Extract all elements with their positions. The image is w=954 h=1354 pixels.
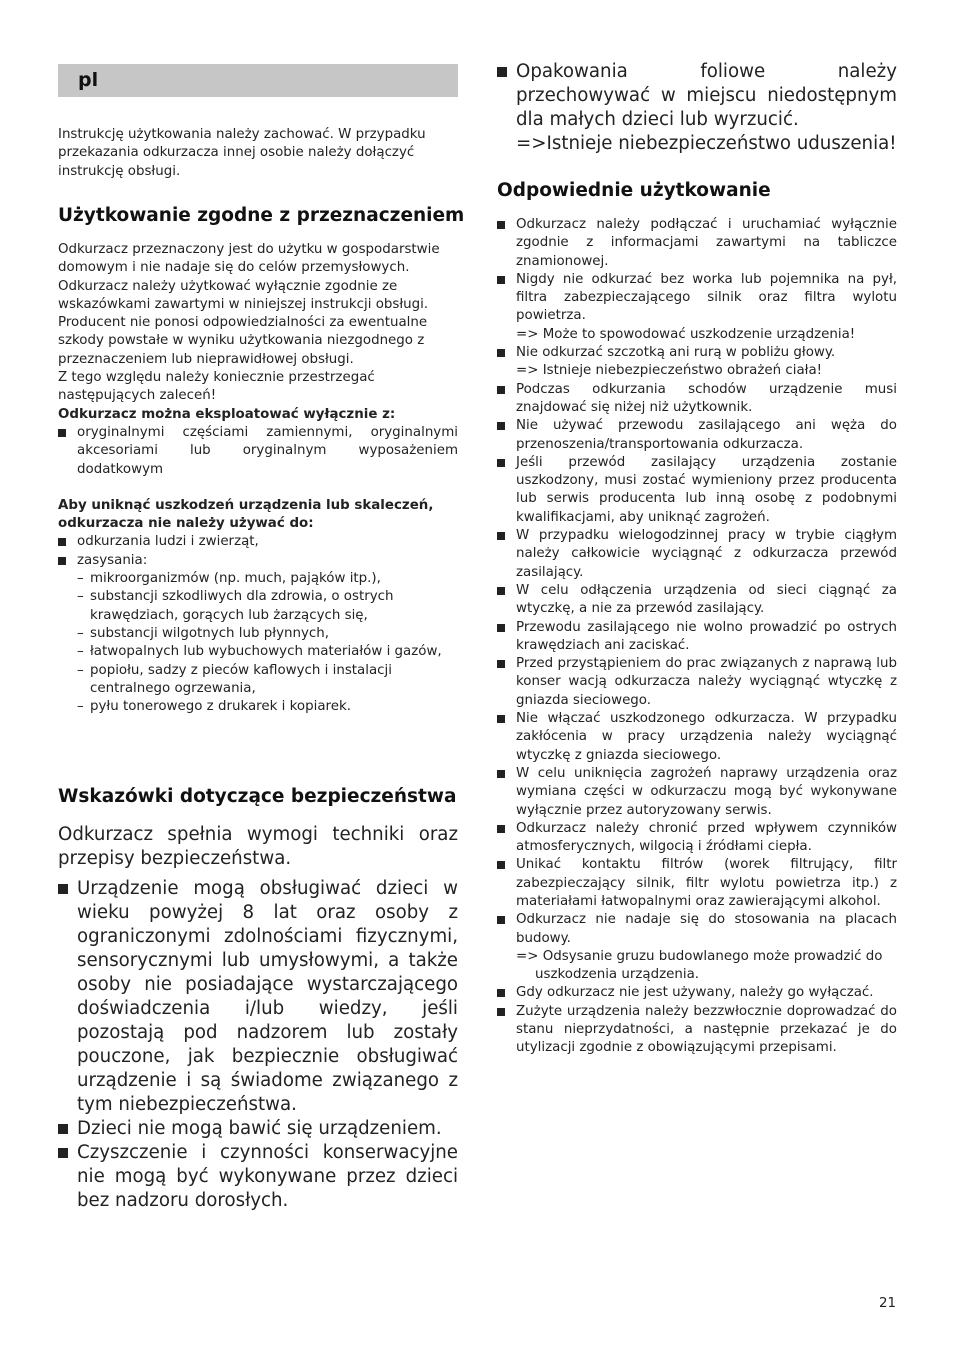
list-note: => Odsysanie gruzu budowlanego może prowadzić do uszkodzenia urządzenia. — [516, 948, 883, 983]
list-item: Zużyte urządzenia należy bezzwłocznie doprowadzać do stanu nieprzydatności, a następnie przekazać je do utylizacji zgodnie z obowiązującymi przepisami. — [497, 1003, 897, 1058]
list-item: Odkurzacz nie nadaje się do stosowania na placach budowy. — [497, 911, 897, 948]
list-item: Nie używać przewodu zasilającego ani węża do przenoszenia/transportowania odkurzacza. — [497, 417, 897, 454]
list-item: W celu odłączenia urządzenia od sieci ciągnąć za wtyczkę, a nie za przewód zasilający. — [497, 582, 897, 619]
list-item: oryginalnymi częściami zamiennymi, oryginalnymi akcesoriami lub oryginalnym wyposażeniem dodatkowym — [58, 424, 458, 479]
list-item: W celu uniknięcia zagrożeń naprawy urządzenia oraz wymiana części w odkurzaczu mogą być wykonywane wyłącznie przez autoryzowany serwis. — [497, 765, 897, 820]
language-bar — [58, 64, 458, 97]
list-item: Jeśli przewód zasilający urządzenia zostanie uszkodzony, musi zostać wymieniony przez producenta lub serwis producenta lub inną osobę z podobnymi kwalifikacjami, aby uniknąć zagrożeń. — [497, 454, 897, 527]
dash-item: – łatwopalnych lub wybuchowych materiałów i gazów, — [77, 644, 442, 660]
forbidden-substances-list — [58, 570, 458, 716]
section-title-intended-use: Użytkowanie zgodne z przeznaczeniem — [58, 205, 465, 226]
list-item: Unikać kontaktu filtrów (worek filtrujący, filtr zabezpieczający silnik, filtr wylotu powietrza itp.) z materiałami łatwopalnymi oraz zawierającymi alkohol. — [497, 856, 897, 911]
list-item: Nigdy nie odkurzać bez worka lub pojemnika na pył, filtra zabezpieczającego silnik oraz filtra wylotu powietrza. — [497, 271, 897, 326]
list-item: odkurzania ludzi i zwierząt, — [58, 533, 458, 551]
list-item: Urządzenie mogą obsługiwać dzieci w wieku powyżej 8 lat oraz osoby z ograniczonymi zdolnościami fizycznymi, sensorycznymi lub umysłowymi, a także osoby nie posiadające wystarczającego doświadczenia i/lub wiedzy, jeśli pozostają pod nadzorem lub zostały pouczone, jak bezpiecznie obsługiwać urządzenie i są świadome związanego z tym niebezpieczeństwa. — [58, 877, 458, 1117]
list-item: Opakowania foliowe należy przechowywać w miejscu niedostępnym dla małych dzieci lub wyrzucić. — [497, 60, 897, 132]
list-item: Gdy odkurzacz nie jest używany, należy go wyłączać. — [497, 984, 897, 1002]
list-item: Czyszczenie i czynności konserwacyjne nie mogą być wykonywane przez dzieci bez nadzoru dorosłych. — [58, 1141, 458, 1213]
dash-item: – mikroorganizmów (np. much, pająków itp.), — [77, 571, 381, 587]
packaging-warning — [497, 60, 897, 156]
list-item: Odkurzacz należy podłączać i uruchamiać wyłącznie zgodnie z informacjami zawartymi na tabliczce znamionowej. — [497, 216, 897, 271]
list-item: W przypadku wielogodzinnej pracy w trybie ciągłym należy całkowicie wyciągnąć z odkurzacza przewód zasilający. — [497, 527, 897, 582]
list-item: Odkurzacz należy chronić przed wpływem czynników atmosferycznych, wilgocią i źródłami ciepła. — [497, 820, 897, 857]
list-item: Podczas odkurzania schodów urządzenie musi znajdować się niżej niż użytkownik. — [497, 381, 897, 418]
list-note: => Może to spowodować uszkodzenie urządzenia! — [516, 326, 856, 342]
intro-text: Instrukcję użytkowania należy zachować. W przypadku przekazania odkurzacza innej osobie należy dołączyć instrukcję obsługi. — [58, 127, 426, 179]
forbidden-use-heading: Aby uniknąć uszkodzeń urządzenia lub skaleczeń, odkurzacza nie należy używać do: — [58, 497, 434, 532]
list-item: Przed przystąpieniem do prac związanych z naprawą lub konser wacją odkurzacza należy wyciągnąć wtyczkę z gniazda sieciowego. — [497, 655, 897, 710]
allowed-use-list — [58, 424, 458, 479]
intended-use-paragraph: Odkurzacz przeznaczony jest do użytku w gospodarstwie domowym i nie nadaje się do celów przemysłowych. Odkurzacz należy użytkować wyłącznie zgodnie ze wskazówkami zawartymi w niniejszej instrukcji obsługi. Producent nie ponosi odpowiedzialności za ewentualne szkody powstałe w wyniku użytkowania niezgodnego z przeznaczeniem lub nieprawidłowej obsługi. — [58, 242, 440, 367]
dash-item: – popiołu, sadzy z pieców kaflowych i instalacji centralnego ogrzewania, — [77, 662, 392, 696]
list-item: Przewodu zasilającego nie wolno prowadzić po ostrych krawędziach ani zaciskać. — [497, 619, 897, 656]
section-proper-use-body — [497, 216, 897, 1058]
language-code: pl — [78, 69, 99, 91]
section-intended-use-body — [58, 241, 458, 716]
list-item: Dzieci nie mogą bawić się urządzeniem. — [58, 1117, 458, 1141]
suffocation-warning: =>Istnieje niebezpieczeństwo uduszenia! — [516, 133, 897, 154]
forbidden-use-list — [58, 533, 458, 570]
page-number: 21 — [879, 1296, 897, 1311]
dash-item: – substancji szkodliwych dla zdrowia, o ostrych krawędziach, gorących lub żarzących się, — [77, 589, 394, 623]
list-item: Nie odkurzać szczotką ani rurą w pobliżu głowy. — [497, 344, 897, 362]
section-title-proper-use: Odpowiednie użytkowanie — [497, 180, 771, 201]
intended-use-paragraph-2: Z tego względu należy koniecznie przestrzegać następujących zaleceń! — [58, 370, 375, 404]
list-item: Nie włączać uszkodzonego odkurzacza. W przypadku zakłócenia w pracy urządzenia należy wyciągnąć wtyczkę z gniazda sieciowego. — [497, 710, 897, 765]
safety-paragraph: Odkurzacz spełnia wymogi techniki oraz przepisy bezpieczeństwa. — [58, 824, 458, 869]
dash-item: – substancji wilgotnych lub płynnych, — [77, 625, 329, 641]
dash-item: – pyłu tonerowego z drukarek i kopiarek. — [77, 699, 351, 715]
safety-list — [58, 877, 458, 1213]
section-safety-body — [58, 823, 458, 1213]
section-title-safety: Wskazówki dotyczące bezpieczeństwa — [58, 786, 457, 807]
list-note: => Istnieje niebezpieczeństwo obrażeń ciała! — [516, 363, 823, 379]
list-item: zasysania: — [58, 552, 458, 570]
allowed-use-heading: Odkurzacz można eksploatować wyłącznie z: — [58, 406, 396, 422]
proper-use-list — [497, 216, 897, 1058]
